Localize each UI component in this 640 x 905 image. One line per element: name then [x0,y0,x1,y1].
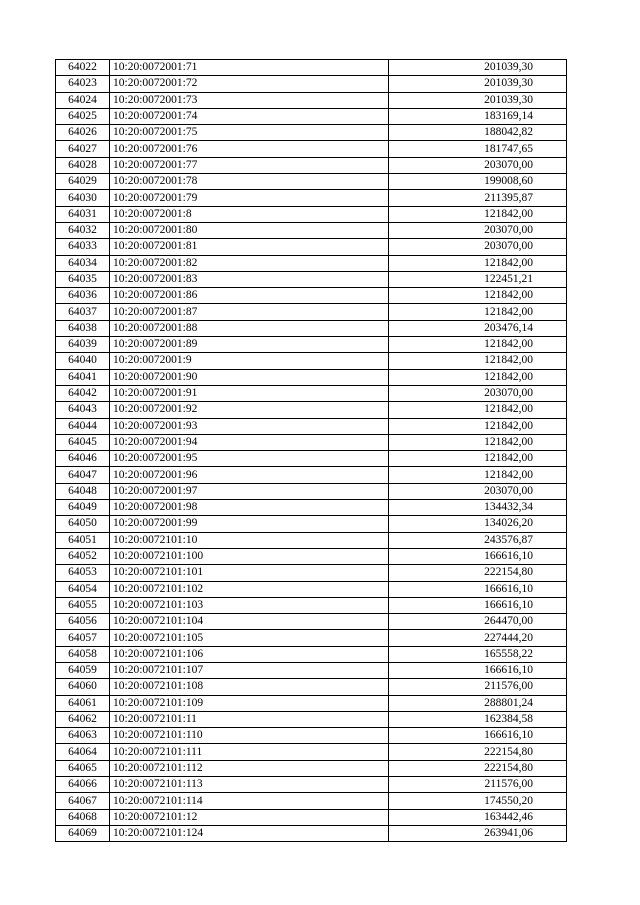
cadastral-value-cell: 211395,87 [389,190,567,206]
row-number-cell: 64037 [56,304,110,320]
row-number-cell: 64053 [56,565,110,581]
cadastral-number-cell: 10:20:0072001:93 [110,418,389,434]
table-row [56,548,567,564]
cadastral-number-cell: 10:20:0072001:88 [110,320,389,336]
table-row [56,711,567,727]
cadastral-value-cell: 222154,80 [389,744,567,760]
table-row [56,255,567,271]
cadastral-value-cell: 134432,34 [389,500,567,516]
cadastral-number-cell: 10:20:0072001:77 [110,157,389,173]
cadastral-value-cell: 121842,00 [389,353,567,369]
cadastral-value-cell: 222154,80 [389,760,567,776]
cadastral-number-cell: 10:20:0072101:102 [110,581,389,597]
cadastral-value-cell: 121842,00 [389,451,567,467]
cadastral-value-cell: 165558,22 [389,646,567,662]
table-row [56,760,567,776]
row-number-cell: 64038 [56,320,110,336]
cadastral-value-cell: 263941,06 [389,825,567,841]
cadastral-number-cell: 10:20:0072001:91 [110,385,389,401]
table-row [56,190,567,206]
cadastral-number-cell: 10:20:0072101:12 [110,809,389,825]
cadastral-number-cell: 10:20:0072001:72 [110,76,389,92]
cadastral-number-cell: 10:20:0072101:124 [110,825,389,841]
table-row [56,337,567,353]
cadastral-number-cell: 10:20:0072001:98 [110,500,389,516]
cadastral-number-cell: 10:20:0072001:71 [110,60,389,76]
cadastral-value-cell: 222154,80 [389,565,567,581]
cadastral-value-cell: 203070,00 [389,222,567,238]
row-number-cell: 64040 [56,353,110,369]
cadastral-number-cell: 10:20:0072101:105 [110,630,389,646]
cadastral-number-cell: 10:20:0072101:106 [110,646,389,662]
cadastral-number-cell: 10:20:0072001:82 [110,255,389,271]
table-row [56,320,567,336]
cadastral-number-cell: 10:20:0072001:9 [110,353,389,369]
table-row [56,793,567,809]
cadastral-value-cell: 183169,14 [389,108,567,124]
cadastral-number-cell: 10:20:0072101:114 [110,793,389,809]
cadastral-value-cell: 243576,87 [389,532,567,548]
row-number-cell: 64056 [56,614,110,630]
row-number-cell: 64063 [56,728,110,744]
row-number-cell: 64035 [56,271,110,287]
row-number-cell: 64050 [56,516,110,532]
table-row [56,467,567,483]
cadastral-value-cell: 211576,00 [389,777,567,793]
cadastral-value-cell: 288801,24 [389,695,567,711]
row-number-cell: 64044 [56,418,110,434]
table-row [56,434,567,450]
table-row [56,174,567,190]
row-number-cell: 64066 [56,777,110,793]
cadastral-number-cell: 10:20:0072101:11 [110,711,389,727]
table-row [56,108,567,124]
cadastral-number-cell: 10:20:0072001:80 [110,222,389,238]
row-number-cell: 64041 [56,369,110,385]
row-number-cell: 64049 [56,500,110,516]
cadastral-value-cell: 264470,00 [389,614,567,630]
cadastral-value-cell: 174550,20 [389,793,567,809]
cadastral-number-cell: 10:20:0072001:8 [110,206,389,222]
cadastral-value-cell: 121842,00 [389,402,567,418]
cadastral-number-cell: 10:20:0072001:73 [110,92,389,108]
table-row [56,369,567,385]
row-number-cell: 64062 [56,711,110,727]
cadastral-number-cell: 10:20:0072101:10 [110,532,389,548]
cadastral-value-cell: 211576,00 [389,679,567,695]
cadastral-value-cell: 166616,10 [389,728,567,744]
table-row [56,206,567,222]
row-number-cell: 64034 [56,255,110,271]
table-row [56,451,567,467]
cadastral-value-cell: 201039,30 [389,76,567,92]
row-number-cell: 64043 [56,402,110,418]
cadastral-value-cell: 201039,30 [389,60,567,76]
cadastral-number-cell: 10:20:0072001:90 [110,369,389,385]
row-number-cell: 64057 [56,630,110,646]
table-row [56,141,567,157]
row-number-cell: 64023 [56,76,110,92]
cadastral-number-cell: 10:20:0072101:109 [110,695,389,711]
cadastral-value-cell: 121842,00 [389,337,567,353]
table-row [56,777,567,793]
cadastral-number-cell: 10:20:0072001:87 [110,304,389,320]
table-row [56,662,567,678]
cadastral-number-cell: 10:20:0072101:112 [110,760,389,776]
row-number-cell: 64052 [56,548,110,564]
table-row [56,728,567,744]
table-row [56,157,567,173]
cadastral-value-table [55,59,567,842]
row-number-cell: 64065 [56,760,110,776]
table-row [56,825,567,841]
cadastral-value-cell: 121842,00 [389,288,567,304]
row-number-cell: 64022 [56,60,110,76]
cadastral-value-cell: 162384,58 [389,711,567,727]
cadastral-value-cell: 203476,14 [389,320,567,336]
row-number-cell: 64046 [56,451,110,467]
table-row [56,646,567,662]
row-number-cell: 64025 [56,108,110,124]
table-row [56,60,567,76]
cadastral-number-cell: 10:20:0072001:94 [110,434,389,450]
cadastral-number-cell: 10:20:0072001:78 [110,174,389,190]
cadastral-value-cell: 121842,00 [389,434,567,450]
row-number-cell: 64061 [56,695,110,711]
table-row [56,679,567,695]
row-number-cell: 64028 [56,157,110,173]
cadastral-value-cell: 227444,20 [389,630,567,646]
cadastral-number-cell: 10:20:0072001:92 [110,402,389,418]
table-row [56,630,567,646]
table-row [56,565,567,581]
cadastral-number-cell: 10:20:0072101:110 [110,728,389,744]
row-number-cell: 64064 [56,744,110,760]
table-row [56,744,567,760]
row-number-cell: 64058 [56,646,110,662]
table-row [56,516,567,532]
cadastral-number-cell: 10:20:0072001:83 [110,271,389,287]
table-row [56,92,567,108]
row-number-cell: 64031 [56,206,110,222]
cadastral-value-cell: 199008,60 [389,174,567,190]
cadastral-value-cell: 121842,00 [389,467,567,483]
cadastral-number-cell: 10:20:0072101:113 [110,777,389,793]
row-number-cell: 64054 [56,581,110,597]
table-row [56,222,567,238]
cadastral-value-cell: 181747,65 [389,141,567,157]
row-number-cell: 64045 [56,434,110,450]
table-row [56,695,567,711]
row-number-cell: 64068 [56,809,110,825]
cadastral-value-cell: 121842,00 [389,369,567,385]
row-number-cell: 64039 [56,337,110,353]
cadastral-value-cell: 121842,00 [389,255,567,271]
row-number-cell: 64032 [56,222,110,238]
table-row [56,288,567,304]
table-row [56,76,567,92]
cadastral-number-cell: 10:20:0072001:99 [110,516,389,532]
cadastral-value-cell: 188042,82 [389,125,567,141]
row-number-cell: 64047 [56,467,110,483]
row-number-cell: 64048 [56,483,110,499]
table-row [56,581,567,597]
row-number-cell: 64029 [56,174,110,190]
cadastral-number-cell: 10:20:0072001:81 [110,239,389,255]
cadastral-number-cell: 10:20:0072001:74 [110,108,389,124]
cadastral-value-cell: 201039,30 [389,92,567,108]
cadastral-number-cell: 10:20:0072001:97 [110,483,389,499]
row-number-cell: 64036 [56,288,110,304]
table-row [56,418,567,434]
row-number-cell: 64055 [56,597,110,613]
row-number-cell: 64059 [56,662,110,678]
cadastral-value-cell: 134026,20 [389,516,567,532]
cadastral-number-cell: 10:20:0072001:89 [110,337,389,353]
table-row [56,271,567,287]
cadastral-number-cell: 10:20:0072101:101 [110,565,389,581]
row-number-cell: 64067 [56,793,110,809]
table-row [56,304,567,320]
cadastral-number-cell: 10:20:0072101:108 [110,679,389,695]
cadastral-number-cell: 10:20:0072101:107 [110,662,389,678]
cadastral-number-cell: 10:20:0072001:75 [110,125,389,141]
row-number-cell: 64026 [56,125,110,141]
cadastral-number-cell: 10:20:0072001:79 [110,190,389,206]
row-number-cell: 64060 [56,679,110,695]
row-number-cell: 64030 [56,190,110,206]
cadastral-number-cell: 10:20:0072001:96 [110,467,389,483]
row-number-cell: 64024 [56,92,110,108]
table-body [56,60,567,842]
table-row [56,614,567,630]
table-row [56,125,567,141]
cadastral-value-cell: 166616,10 [389,662,567,678]
cadastral-value-cell: 121842,00 [389,206,567,222]
table-row [56,385,567,401]
table-row [56,532,567,548]
row-number-cell: 64042 [56,385,110,401]
table-row [56,809,567,825]
table-row [56,239,567,255]
cadastral-value-cell: 163442,46 [389,809,567,825]
cadastral-value-cell: 203070,00 [389,239,567,255]
table-row [56,483,567,499]
cadastral-value-cell: 166616,10 [389,548,567,564]
row-number-cell: 64027 [56,141,110,157]
table-row [56,402,567,418]
cadastral-value-cell: 166616,10 [389,581,567,597]
cadastral-value-cell: 122451,21 [389,271,567,287]
table-row [56,353,567,369]
cadastral-value-cell: 121842,00 [389,304,567,320]
cadastral-number-cell: 10:20:0072101:100 [110,548,389,564]
cadastral-number-cell: 10:20:0072101:103 [110,597,389,613]
table-row [56,597,567,613]
cadastral-value-cell: 203070,00 [389,157,567,173]
cadastral-number-cell: 10:20:0072101:111 [110,744,389,760]
cadastral-value-cell: 166616,10 [389,597,567,613]
cadastral-value-cell: 121842,00 [389,418,567,434]
cadastral-number-cell: 10:20:0072101:104 [110,614,389,630]
row-number-cell: 64051 [56,532,110,548]
table-row [56,500,567,516]
cadastral-value-cell: 203070,00 [389,483,567,499]
cadastral-number-cell: 10:20:0072001:95 [110,451,389,467]
cadastral-number-cell: 10:20:0072001:86 [110,288,389,304]
row-number-cell: 64069 [56,825,110,841]
row-number-cell: 64033 [56,239,110,255]
cadastral-number-cell: 10:20:0072001:76 [110,141,389,157]
cadastral-value-cell: 203070,00 [389,385,567,401]
